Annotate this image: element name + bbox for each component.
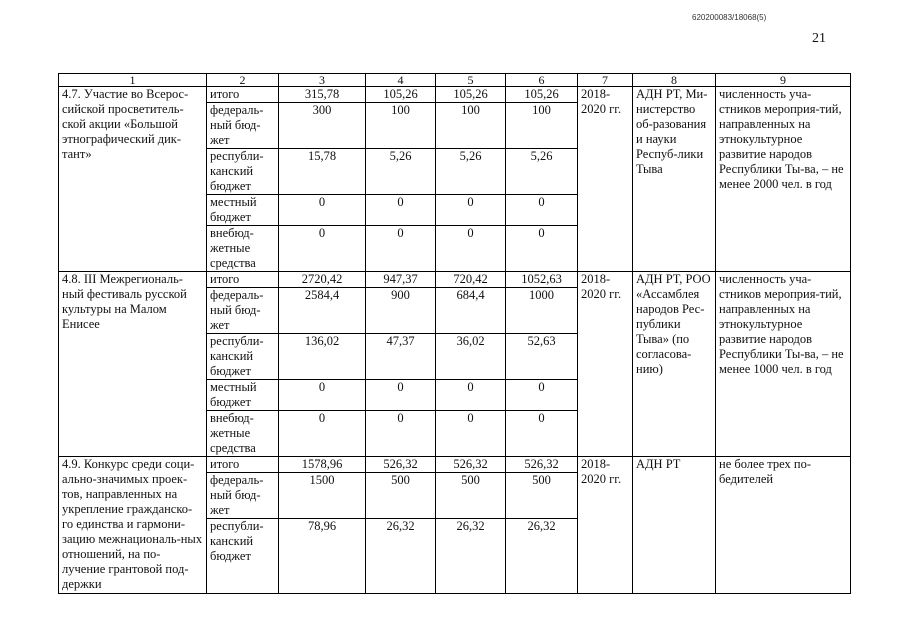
table-header-row: [59, 74, 851, 87]
value-cell: 0: [436, 380, 506, 411]
value-cell: 0: [506, 411, 578, 457]
activity-title: 4.9. Конкурс среди соци-ально-значимых проек-тов, направленных на укрепление гражданско-го единства и гармони-зацию межнациональ-ных отношений, на по-лучение грантовой под-держки: [59, 457, 207, 594]
funding-source: итого: [207, 272, 279, 288]
value-cell: 0: [436, 411, 506, 457]
value-cell: 526,32: [506, 457, 578, 473]
value-cell: 0: [506, 226, 578, 272]
funding-source: республи-канский бюджет: [207, 149, 279, 195]
indicator: не более трех по-бедителей: [716, 457, 851, 594]
column-header: 1: [59, 74, 207, 87]
funding-source: итого: [207, 457, 279, 473]
program-table: [58, 73, 851, 594]
value-cell: 105,26: [366, 87, 436, 103]
value-cell: 1578,96: [279, 457, 366, 473]
column-header: 7: [578, 74, 633, 87]
funding-source: федераль-ный бюд-жет: [207, 288, 279, 334]
value-cell: 78,96: [279, 519, 366, 594]
value-cell: 0: [366, 226, 436, 272]
value-cell: 684,4: [436, 288, 506, 334]
column-header: 3: [279, 74, 366, 87]
value-cell: 5,26: [506, 149, 578, 195]
column-header: 4: [366, 74, 436, 87]
value-cell: 0: [436, 195, 506, 226]
value-cell: 526,32: [366, 457, 436, 473]
value-cell: 2720,42: [279, 272, 366, 288]
funding-source: республи-канский бюджет: [207, 334, 279, 380]
indicator: численность уча-стников мероприя-тий, направленных на этнокультурное развитие народов Республики Ты-ва, – не менее 2000 чел. в год: [716, 87, 851, 272]
column-header: 8: [633, 74, 716, 87]
value-cell: 0: [436, 226, 506, 272]
document-code: 620200083/18068(5): [692, 13, 767, 22]
page-number: 21: [812, 31, 826, 46]
value-cell: 100: [366, 103, 436, 149]
indicator: численность уча-стников мероприя-тий, направленных на этнокультурное развитие народов Республики Ты-ва, – не менее 1000 чел. в год: [716, 272, 851, 457]
executor: АДН РТ, РОО «Ассамблея народов Рес-публики Тыва» (по согласова-нию): [633, 272, 716, 457]
executor: АДН РТ: [633, 457, 716, 594]
value-cell: 52,63: [506, 334, 578, 380]
table-row: [59, 87, 851, 103]
table-row: [59, 457, 851, 473]
value-cell: 900: [366, 288, 436, 334]
value-cell: 5,26: [366, 149, 436, 195]
value-cell: 36,02: [436, 334, 506, 380]
value-cell: 26,32: [366, 519, 436, 594]
value-cell: 0: [366, 411, 436, 457]
value-cell: 500: [506, 473, 578, 519]
funding-source: внебюд-жетные средства: [207, 411, 279, 457]
funding-source: итого: [207, 87, 279, 103]
value-cell: 47,37: [366, 334, 436, 380]
value-cell: 26,32: [506, 519, 578, 594]
value-cell: 1000: [506, 288, 578, 334]
value-cell: 0: [279, 195, 366, 226]
value-cell: 105,26: [506, 87, 578, 103]
value-cell: 0: [506, 195, 578, 226]
value-cell: 0: [279, 226, 366, 272]
activity-title: 4.7. Участие во Всерос-сийской просветитель-ской акции «Большой этнографический дик-тант»: [59, 87, 207, 272]
column-header: 2: [207, 74, 279, 87]
value-cell: 0: [279, 411, 366, 457]
value-cell: 0: [366, 380, 436, 411]
value-cell: 1500: [279, 473, 366, 519]
period: 2018-2020 гг.: [578, 272, 633, 457]
value-cell: 2584,4: [279, 288, 366, 334]
funding-source: республи-канский бюджет: [207, 519, 279, 594]
funding-source: внебюд-жетные средства: [207, 226, 279, 272]
value-cell: 5,26: [436, 149, 506, 195]
column-header: 6: [506, 74, 578, 87]
value-cell: 105,26: [436, 87, 506, 103]
value-cell: 500: [366, 473, 436, 519]
value-cell: 136,02: [279, 334, 366, 380]
value-cell: 526,32: [436, 457, 506, 473]
column-header: 9: [716, 74, 851, 87]
value-cell: 15,78: [279, 149, 366, 195]
value-cell: 100: [506, 103, 578, 149]
funding-source: местный бюджет: [207, 380, 279, 411]
funding-source: местный бюджет: [207, 195, 279, 226]
period: 2018-2020 гг.: [578, 87, 633, 272]
value-cell: 315,78: [279, 87, 366, 103]
value-cell: 0: [366, 195, 436, 226]
value-cell: 1052,63: [506, 272, 578, 288]
activity-title: 4.8. III Межрегиональ-ный фестиваль русской культуры на Малом Енисее: [59, 272, 207, 457]
funding-source: федераль-ный бюд-жет: [207, 103, 279, 149]
table-row: [59, 272, 851, 288]
value-cell: 26,32: [436, 519, 506, 594]
value-cell: 500: [436, 473, 506, 519]
period: 2018-2020 гг.: [578, 457, 633, 594]
executor: АДН РТ, Ми-нистерство об-разования и науки Респуб-лики Тыва: [633, 87, 716, 272]
value-cell: 720,42: [436, 272, 506, 288]
column-header: 5: [436, 74, 506, 87]
value-cell: 0: [506, 380, 578, 411]
value-cell: 300: [279, 103, 366, 149]
funding-source: федераль-ный бюд-жет: [207, 473, 279, 519]
value-cell: 947,37: [366, 272, 436, 288]
value-cell: 0: [279, 380, 366, 411]
value-cell: 100: [436, 103, 506, 149]
